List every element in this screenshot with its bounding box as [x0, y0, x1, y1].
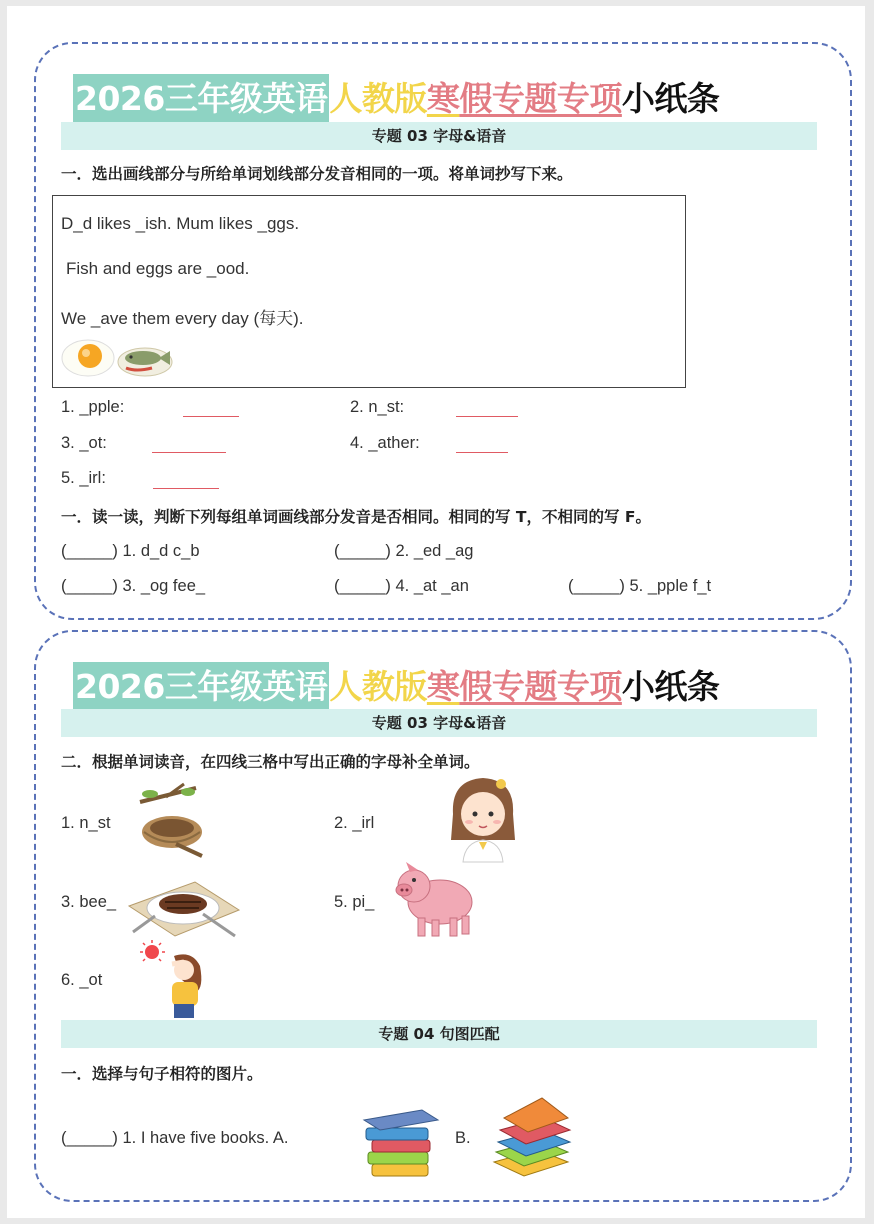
match-option-b-label: B.	[455, 1129, 471, 1147]
title-part-note: 小纸条	[621, 79, 720, 118]
part4-instruction: 一．选择与句子相符的图片。	[61, 1065, 263, 1083]
pig-image	[392, 858, 476, 940]
judge-text-4: 4. _at _an	[395, 577, 469, 595]
answer-line-5[interactable]	[153, 488, 219, 489]
part1-item-5: 5. _irl:	[61, 469, 106, 487]
passage-line-3: We _ave them every day (每天).	[61, 309, 304, 328]
title-part-grade: 2026三年级英语	[73, 74, 329, 124]
spell-item-3: 3. bee_	[61, 893, 117, 911]
passage-line-2: Fish and eggs are _ood.	[66, 259, 250, 278]
judge-item-3	[61, 577, 205, 596]
answer-line-3[interactable]	[152, 452, 226, 453]
title-part-edition: 人教版	[329, 79, 427, 118]
worksheet-title-1	[73, 66, 719, 124]
part1-instruction: 一．选出画线部分与所给单词划线部分发音相同的一项。将单词抄写下来。	[61, 165, 573, 183]
match-item-1	[61, 1129, 288, 1148]
worksheet-title-2	[73, 654, 719, 712]
title-part-winter: 寒	[426, 667, 460, 706]
girl-image	[443, 774, 523, 864]
part1-item-2: 2. n_st:	[350, 398, 405, 416]
title-part-edition: 人教版	[329, 667, 427, 706]
section-band-03-repeat: 专题 03 字母&语音	[61, 709, 817, 737]
judge-text-5: 5. _pple f_t	[629, 577, 712, 595]
book-stack-a-image	[358, 1106, 440, 1178]
spell-item-2: 2. _irl	[334, 814, 375, 832]
spell-item-6: 6. _ot	[61, 971, 103, 989]
judge-text-1: 1. d_d c_b	[122, 542, 200, 560]
judge-item-5	[568, 577, 711, 596]
part2-instruction: 一．读一读，判断下列每组单词画线部分发音是否相同。相同的写 T，不相同的写 F。	[61, 508, 651, 526]
answer-line-4[interactable]	[456, 452, 508, 453]
judge-item-2	[334, 542, 473, 561]
spell-item-1: 1. n_st	[61, 814, 111, 832]
section-band-03: 专题 03 字母&语音	[61, 122, 817, 150]
hot-weather-girl-image	[138, 940, 214, 1020]
title-part-topic: 假专题专项	[459, 79, 622, 118]
judge-text-2: 2. _ed _ag	[395, 542, 474, 560]
part1-item-4: 4. _ather:	[350, 434, 420, 452]
answer-line-2[interactable]	[456, 416, 518, 417]
part3-instruction: 二．根据单词读音，在四线三格中写出正确的字母补全单词。	[61, 753, 480, 771]
fish-dish-image	[116, 338, 174, 378]
answer-line-1[interactable]	[183, 416, 239, 417]
title-part-winter: 寒	[426, 79, 460, 118]
match-text-1: 1. I have five books. A.	[122, 1129, 289, 1147]
judge-paren-4[interactable]: (_____)	[334, 577, 391, 595]
title-part-grade: 2026三年级英语	[73, 662, 329, 712]
part1-item-3: 3. _ot:	[61, 434, 107, 452]
passage-line-1: D_d likes _ish. Mum likes _ggs.	[61, 214, 300, 233]
match-paren-1[interactable]: (_____)	[61, 1129, 118, 1147]
judge-paren-1[interactable]: (_____)	[61, 542, 118, 560]
part1-item-1: 1. _pple:	[61, 398, 125, 416]
judge-paren-3[interactable]: (_____)	[61, 577, 118, 595]
judge-text-3: 3. _og fee_	[122, 577, 206, 595]
book-stack-b-image	[488, 1096, 576, 1178]
judge-paren-5[interactable]: (_____)	[568, 577, 625, 595]
title-part-topic: 假专题专项	[459, 667, 622, 706]
judge-item-1	[61, 542, 200, 561]
section-band-04: 专题 04 句图匹配	[61, 1020, 817, 1048]
beef-steak-image	[125, 866, 243, 942]
title-part-note: 小纸条	[621, 667, 720, 706]
fried-egg-image	[60, 336, 116, 378]
bird-nest-image	[136, 782, 206, 858]
judge-paren-2[interactable]: (_____)	[334, 542, 391, 560]
spell-item-5: 5. pi_	[334, 893, 375, 911]
judge-item-4	[334, 577, 469, 596]
